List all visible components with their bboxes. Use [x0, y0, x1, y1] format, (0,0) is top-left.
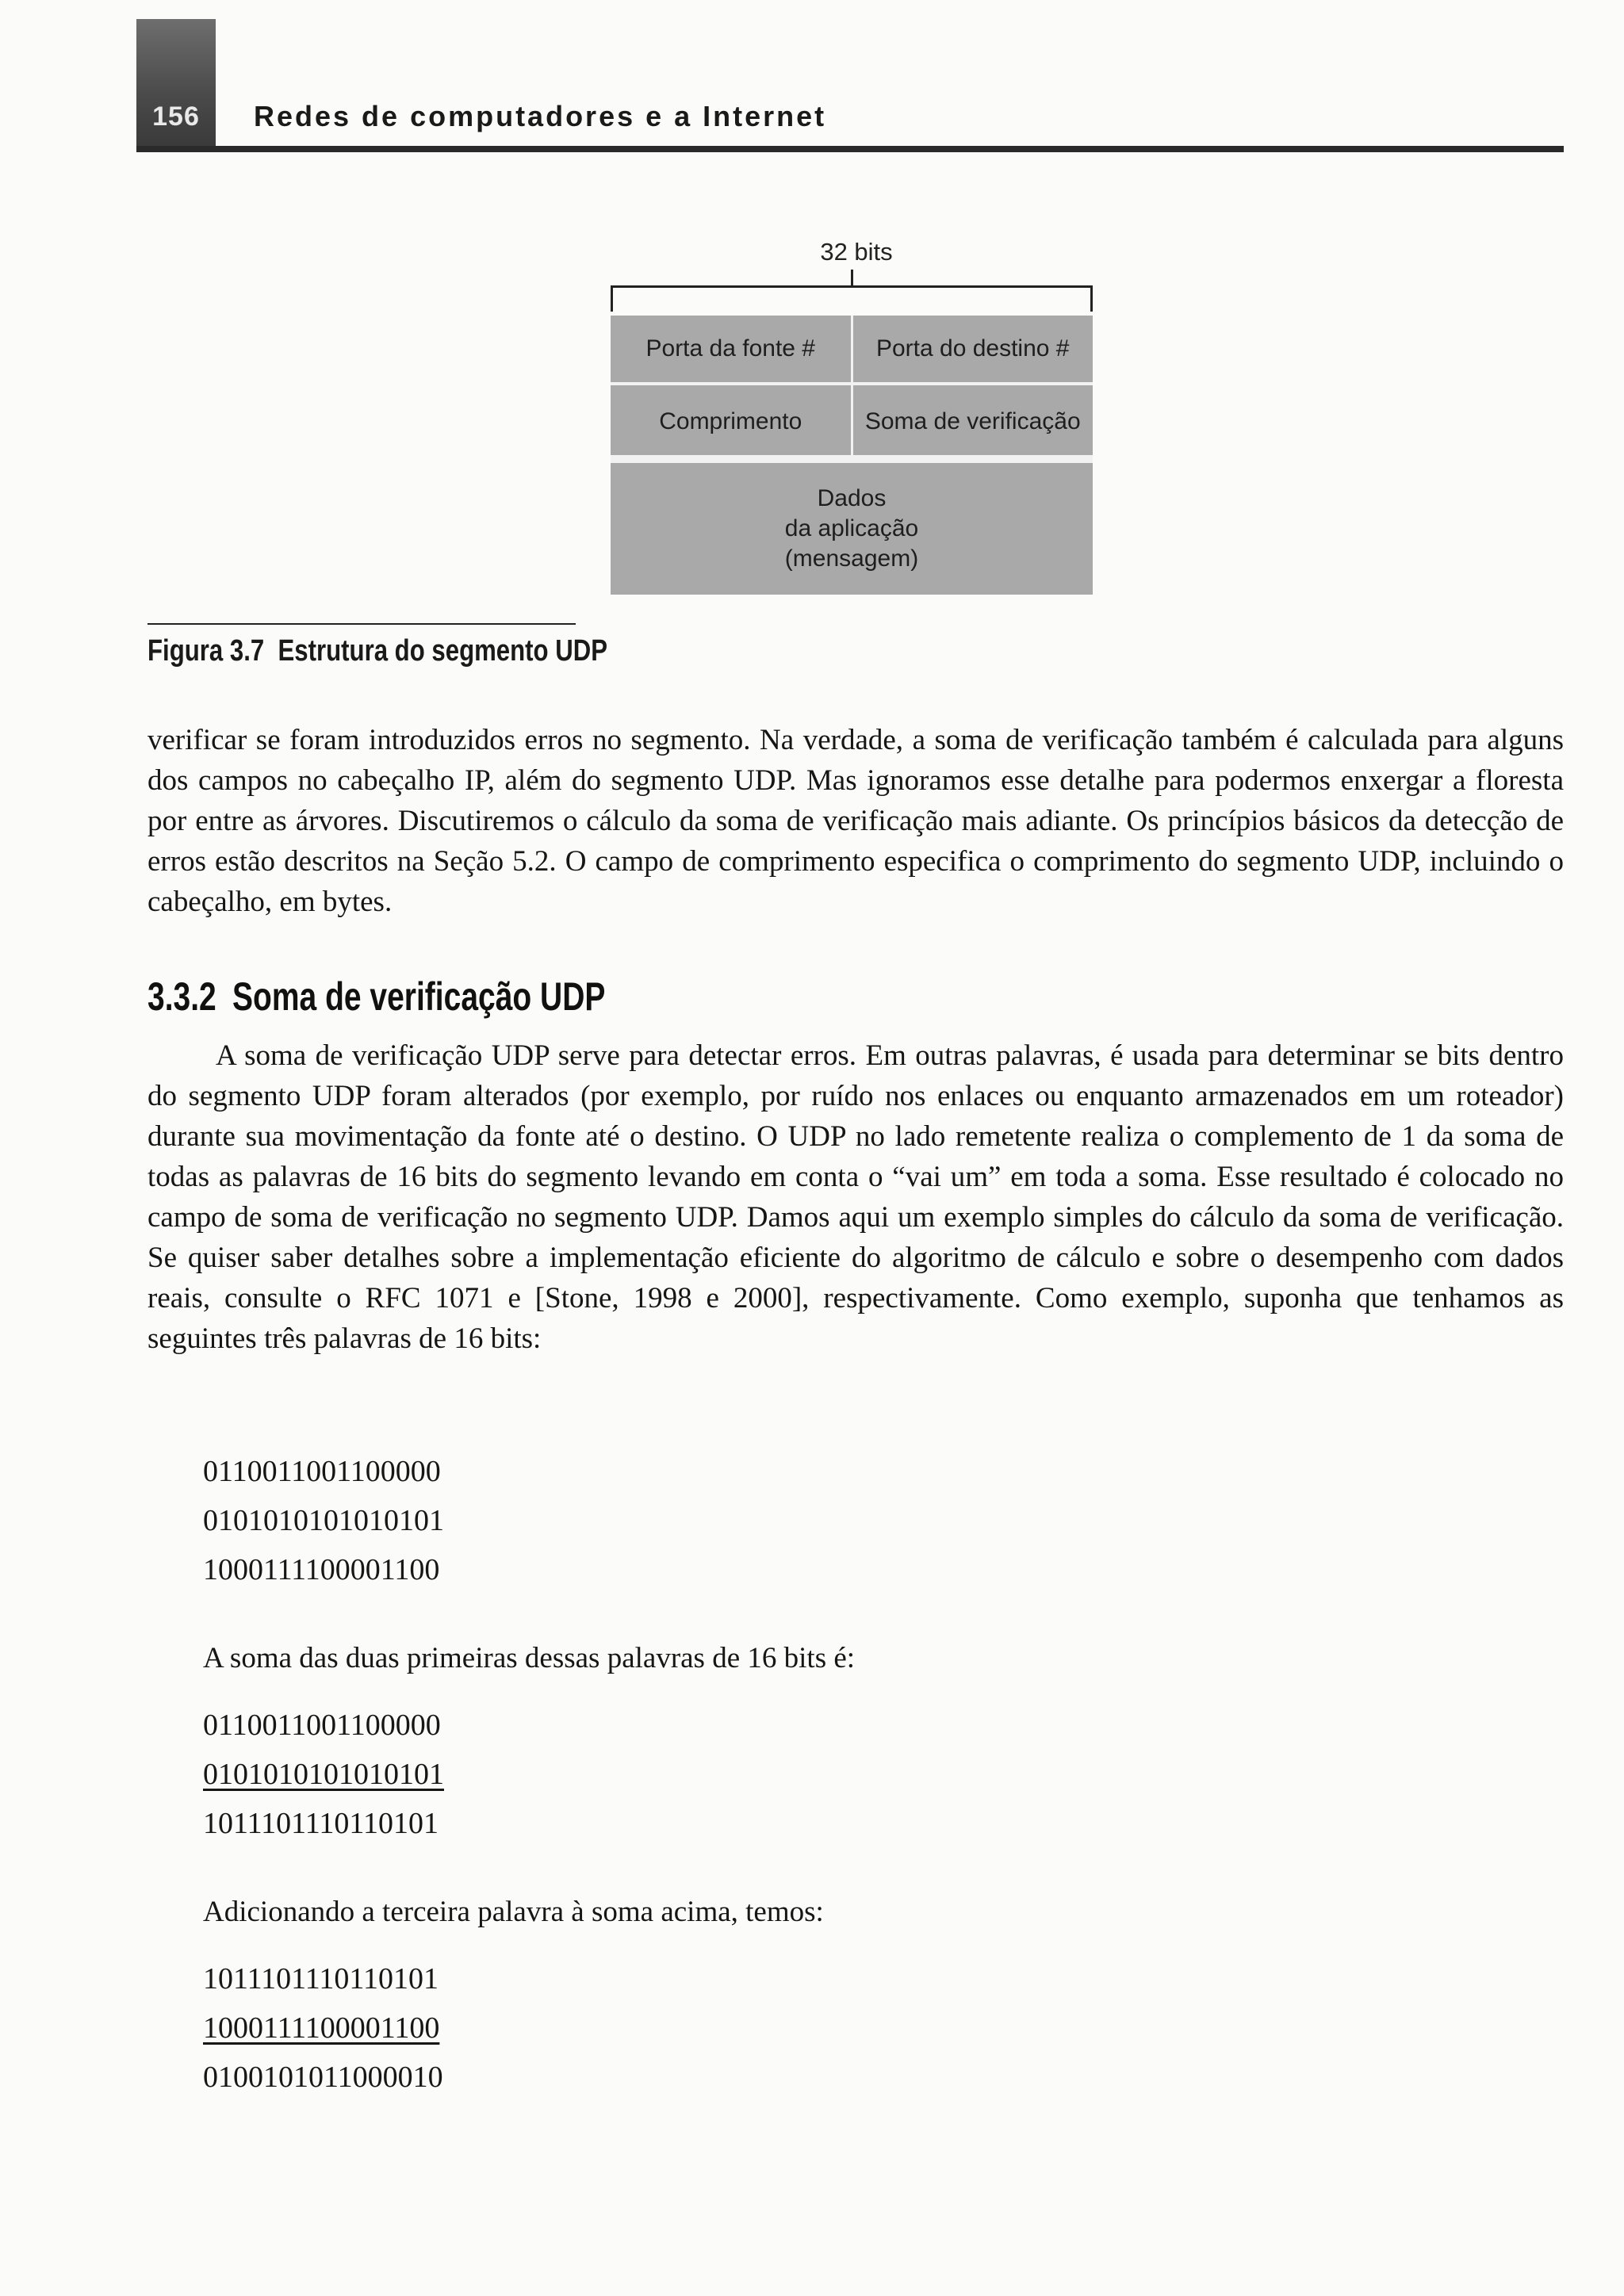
caption-label: Figura 3.7 — [147, 634, 265, 668]
binary-operand-underlined: 0101010101010101 — [203, 1758, 444, 1791]
section-title: Soma de verificação UDP — [232, 974, 606, 1019]
paragraph-2: A soma de verificação UDP serve para detectar erros. Em outras palavras, é usada para determinar se bits dentro do segmento UDP foram alterados (por exemplo, por ruído nos enlaces ou enquanto armazenados em um roteador) durante sua movimentação da fonte até o destino. O UDP no lado remetente realiza o complemento de 1 da soma de todas as palavras de 16 bits do segmento levando em conta o “vai um” em toda a soma. Esse resultado é colocado no campo de soma de verificação no segmento UDP. Damos aqui um exemplo simples do cálculo da soma de verificação. Se quiser saber detalhes sobre a implementação eficiente do algoritmo de cálculo e sobre o desempenho com dados reais, consulte o RFC 1071 e [Stone, 1998 e 2000], respectivamente. Como exemplo, suponha que tenhamos as seguintes três palavras de 16 bits: — [147, 1039, 1564, 1355]
running-title: Redes de computadores e a Internet — [254, 100, 827, 132]
udp-header-row-ports — [611, 316, 1093, 382]
binary-sum-2 — [203, 1958, 443, 2106]
data-label-line2: da aplicação — [784, 515, 919, 541]
paragraph-1: verificar se foram introduzidos erros no segmento. Na verdade, a soma de verificação também é calculada para alguns dos campos no cabeçalho IP, além do segmento UDP. Mas ignoramos esse detalhe para podermos enxergar a floresta por entre as árvores. Discutiremos o cálculo da soma de verificação mais adiante. Os princípios básicos da detecção de erros estão descritos na Seção 5.2. O campo de comprimento especifica o comprimento do segmento UDP, incluindo o cabeçalho, em bytes. — [147, 724, 1564, 918]
section-heading — [147, 974, 605, 1020]
binary-operand-underlined: 1000111100001100 — [203, 2011, 440, 2045]
udp-segment-diagram — [611, 316, 1093, 595]
header-rule — [136, 146, 1564, 152]
caption-text: Estrutura do segmento UDP — [278, 634, 608, 668]
figure-caption — [147, 634, 607, 668]
application-data-field — [611, 455, 1093, 595]
length-field: Comprimento — [611, 385, 853, 458]
binary-sum-1 — [203, 1705, 444, 1852]
page-number: 156 — [152, 101, 200, 132]
sum-intro: A soma das duas primeiras dessas palavras de 16 bits é: — [203, 1642, 856, 1674]
data-label-line1: Dados — [817, 485, 887, 511]
binary-result: 0100101011000010 — [203, 2061, 443, 2094]
section-number: 3.3.2 — [147, 974, 216, 1019]
data-label-line3: (mensagem) — [784, 545, 919, 572]
binary-word: 0110011001100000 — [203, 1455, 441, 1488]
add-intro: Adicionando a terceira palavra à soma acima, temos: — [203, 1896, 824, 1928]
udp-header-row-length-checksum — [611, 382, 1093, 458]
dest-port-field: Porta do destino # — [875, 335, 1070, 362]
binary-words — [203, 1451, 444, 1598]
binary-operand: 0110011001100000 — [203, 1709, 441, 1742]
binary-result: 1011101110110101 — [203, 1807, 439, 1840]
checksum-field: Soma de verificação — [864, 408, 1081, 434]
binary-word: 1000111100001100 — [203, 1553, 440, 1586]
caption-rule — [147, 623, 576, 625]
bits-label: 32 bits — [820, 238, 893, 266]
source-port-field: Porta da fonte # — [611, 316, 853, 382]
binary-word: 0101010101010101 — [203, 1504, 444, 1537]
width-bracket — [611, 285, 1093, 312]
bracket-tick — [851, 270, 853, 287]
binary-operand: 1011101110110101 — [203, 1962, 439, 1996]
